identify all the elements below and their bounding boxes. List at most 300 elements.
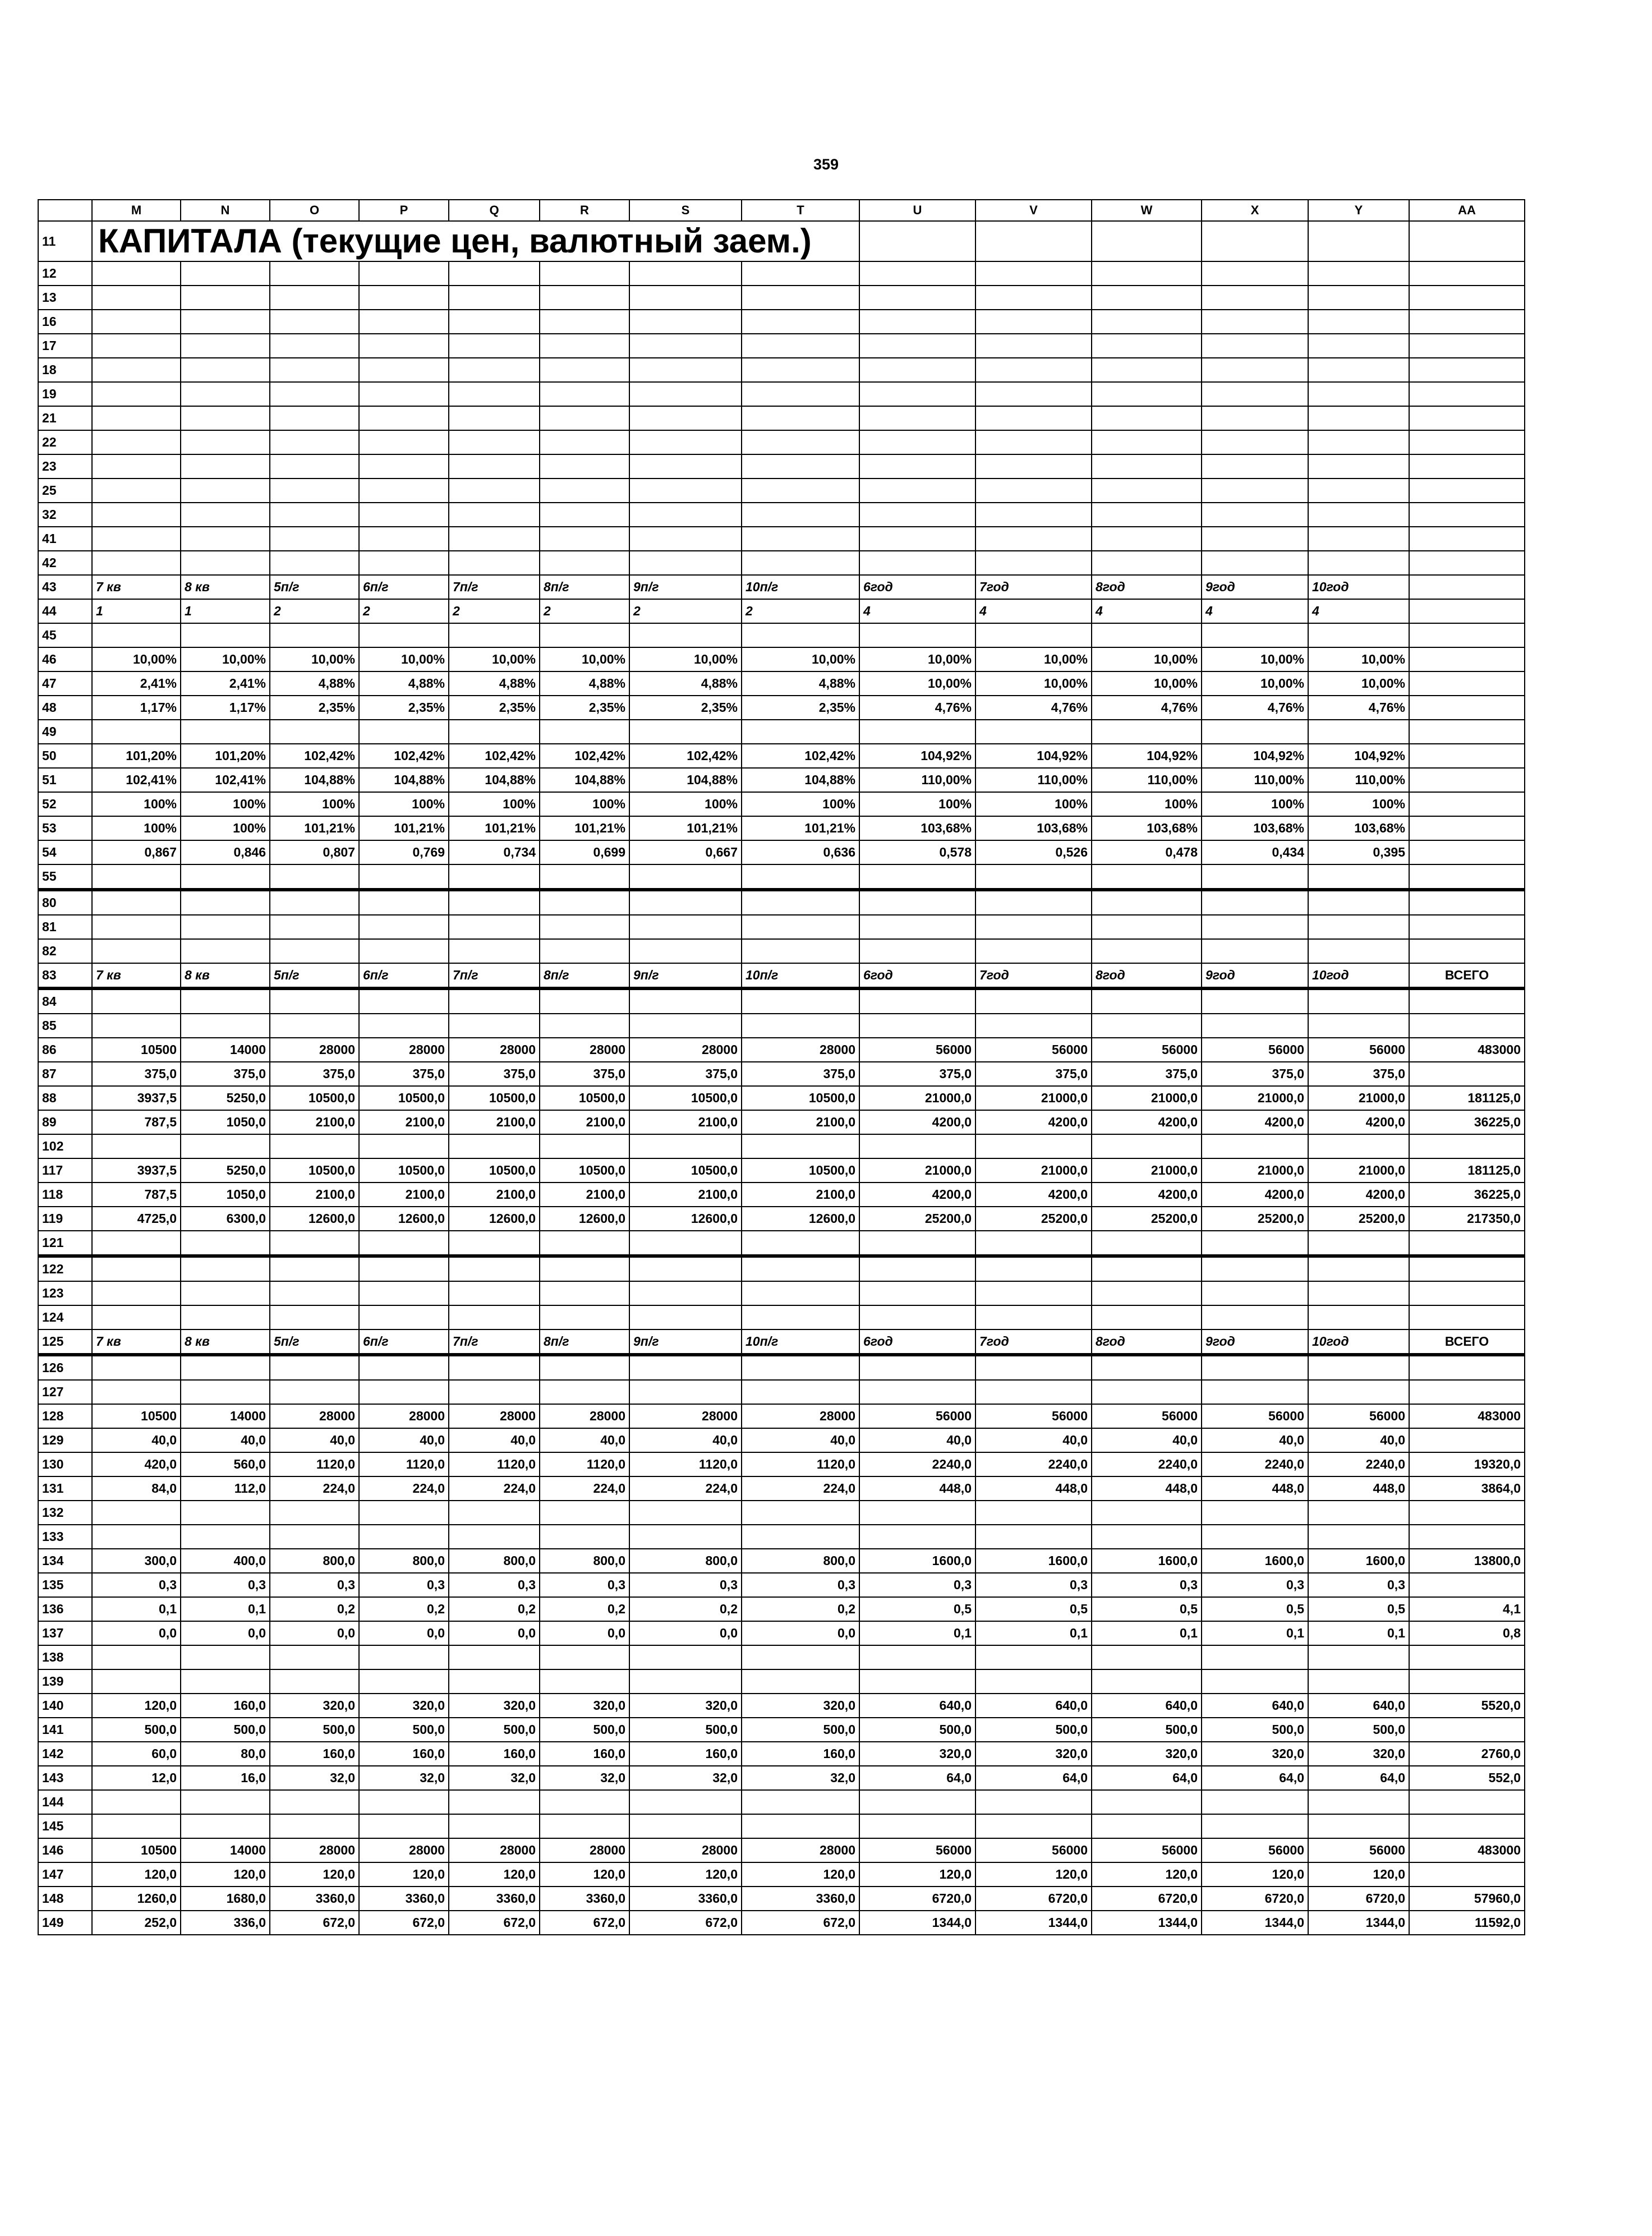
cell[interactable]: 320,0 (629, 1694, 742, 1718)
cell[interactable]: 40,0 (359, 1428, 449, 1452)
cell[interactable]: 224,0 (540, 1476, 629, 1501)
cell[interactable] (629, 1525, 742, 1549)
cell[interactable]: 100% (181, 792, 270, 816)
cell[interactable] (1092, 939, 1202, 963)
cell[interactable]: 0,2 (359, 1597, 449, 1621)
cell[interactable] (540, 915, 629, 939)
cell[interactable] (975, 915, 1092, 939)
cell[interactable]: 4,88% (449, 671, 540, 696)
cell[interactable] (540, 1231, 629, 1256)
row-number[interactable]: 81 (38, 915, 92, 939)
cell[interactable] (629, 310, 742, 334)
cell[interactable]: 320,0 (742, 1694, 859, 1718)
cell-total[interactable] (1409, 671, 1525, 696)
cell[interactable]: 4,88% (540, 671, 629, 696)
cell[interactable]: 500,0 (1092, 1718, 1202, 1742)
cell[interactable]: 0,0 (359, 1621, 449, 1645)
cell[interactable] (629, 1380, 742, 1404)
cell[interactable] (1092, 623, 1202, 647)
cell[interactable]: 8п/г (540, 575, 629, 599)
cell[interactable]: 1260,0 (92, 1887, 181, 1911)
cell[interactable] (449, 406, 540, 430)
cell[interactable]: 0,636 (742, 840, 859, 864)
cell[interactable]: 787,5 (92, 1183, 181, 1207)
cell[interactable] (92, 720, 181, 744)
row-number[interactable]: 141 (38, 1718, 92, 1742)
cell[interactable] (1202, 1790, 1308, 1814)
cell[interactable] (1092, 890, 1202, 915)
cell[interactable]: 10,00% (859, 647, 975, 671)
cell[interactable] (742, 551, 859, 575)
cell[interactable] (181, 1355, 270, 1380)
cell[interactable] (92, 1790, 181, 1814)
cell[interactable]: 56000 (859, 1038, 975, 1062)
cell[interactable]: 25200,0 (859, 1207, 975, 1231)
cell[interactable] (270, 1790, 359, 1814)
cell[interactable] (540, 527, 629, 551)
cell[interactable] (270, 623, 359, 647)
cell[interactable] (449, 503, 540, 527)
cell[interactable] (629, 334, 742, 358)
cell[interactable] (629, 479, 742, 503)
cell[interactable] (449, 1501, 540, 1525)
cell[interactable]: 101,21% (742, 816, 859, 840)
cell[interactable] (540, 310, 629, 334)
row-number[interactable]: 144 (38, 1790, 92, 1814)
cell[interactable]: 7год (975, 1329, 1092, 1355)
row-number[interactable]: 149 (38, 1911, 92, 1935)
cell[interactable] (359, 915, 449, 939)
cell[interactable]: 104,92% (1308, 744, 1409, 768)
cell[interactable] (742, 310, 859, 334)
cell[interactable] (742, 358, 859, 382)
cell-total[interactable] (1409, 382, 1525, 406)
cell[interactable] (859, 479, 975, 503)
cell[interactable]: 4725,0 (92, 1207, 181, 1231)
cell[interactable]: 10год (1308, 575, 1409, 599)
cell[interactable]: 1120,0 (449, 1452, 540, 1476)
cell[interactable]: 4,88% (270, 671, 359, 696)
cell[interactable]: 320,0 (1308, 1742, 1409, 1766)
row-number[interactable]: 88 (38, 1086, 92, 1110)
cell[interactable] (540, 1645, 629, 1669)
cell[interactable] (859, 551, 975, 575)
cell[interactable]: 40,0 (859, 1428, 975, 1452)
cell[interactable] (1092, 334, 1202, 358)
cell[interactable] (449, 988, 540, 1014)
cell[interactable] (270, 1380, 359, 1404)
cell[interactable] (1202, 406, 1308, 430)
cell-total[interactable]: 483000 (1409, 1404, 1525, 1428)
cell[interactable]: 8год (1092, 1329, 1202, 1355)
cell[interactable]: 40,0 (449, 1428, 540, 1452)
cell[interactable]: 14000 (181, 1038, 270, 1062)
cell[interactable] (359, 1380, 449, 1404)
cell[interactable]: 0,3 (181, 1573, 270, 1597)
cell[interactable]: 10,00% (742, 647, 859, 671)
cell[interactable]: 640,0 (859, 1694, 975, 1718)
cell[interactable] (742, 1281, 859, 1305)
column-header-aa[interactable]: AA (1409, 200, 1525, 221)
cell[interactable] (1202, 915, 1308, 939)
cell[interactable]: 10500,0 (540, 1158, 629, 1183)
cell[interactable] (270, 1231, 359, 1256)
cell[interactable]: 9год (1202, 1329, 1308, 1355)
cell[interactable] (1202, 454, 1308, 479)
cell[interactable]: 375,0 (270, 1062, 359, 1086)
cell[interactable] (270, 454, 359, 479)
row-number[interactable]: 44 (38, 599, 92, 623)
cell[interactable] (181, 1014, 270, 1038)
cell[interactable] (975, 1669, 1092, 1694)
cell[interactable]: 0,578 (859, 840, 975, 864)
corner-cell[interactable] (38, 200, 92, 221)
cell-total[interactable]: 552,0 (1409, 1766, 1525, 1790)
cell[interactable]: 4200,0 (1202, 1183, 1308, 1207)
cell[interactable]: 9п/г (629, 575, 742, 599)
cell[interactable]: 100% (1202, 792, 1308, 816)
cell[interactable]: 28000 (449, 1838, 540, 1862)
cell[interactable] (1308, 1645, 1409, 1669)
cell[interactable] (1308, 334, 1409, 358)
cell[interactable] (270, 939, 359, 963)
cell[interactable] (975, 1355, 1092, 1380)
row-number[interactable]: 127 (38, 1380, 92, 1404)
cell[interactable] (742, 1790, 859, 1814)
row-number[interactable]: 121 (38, 1231, 92, 1256)
row-number[interactable]: 89 (38, 1110, 92, 1134)
cell[interactable]: 28000 (359, 1838, 449, 1862)
cell-total[interactable] (1409, 1814, 1525, 1838)
row-number[interactable]: 25 (38, 479, 92, 503)
cell-total[interactable]: 13800,0 (1409, 1549, 1525, 1573)
cell[interactable]: 3360,0 (270, 1887, 359, 1911)
cell[interactable] (359, 527, 449, 551)
cell[interactable]: 500,0 (359, 1718, 449, 1742)
cell[interactable]: 101,21% (540, 816, 629, 840)
cell[interactable] (975, 1380, 1092, 1404)
cell[interactable]: 2100,0 (270, 1183, 359, 1207)
cell[interactable] (742, 864, 859, 890)
row-number[interactable]: 136 (38, 1597, 92, 1621)
row-number[interactable]: 22 (38, 430, 92, 454)
cell[interactable]: 0,0 (270, 1621, 359, 1645)
cell[interactable] (1092, 864, 1202, 890)
cell[interactable]: 21000,0 (975, 1086, 1092, 1110)
cell[interactable]: 2 (742, 599, 859, 623)
cell[interactable] (359, 406, 449, 430)
cell[interactable] (859, 334, 975, 358)
cell[interactable] (629, 939, 742, 963)
cell[interactable] (181, 454, 270, 479)
row-number[interactable]: 53 (38, 816, 92, 840)
cell[interactable]: 28000 (742, 1404, 859, 1428)
cell[interactable] (742, 1525, 859, 1549)
cell[interactable] (540, 1669, 629, 1694)
cell[interactable]: 10500,0 (270, 1158, 359, 1183)
cell[interactable]: 100% (92, 792, 181, 816)
cell[interactable] (859, 1525, 975, 1549)
cell[interactable]: 6720,0 (1092, 1887, 1202, 1911)
cell[interactable] (1308, 988, 1409, 1014)
cell[interactable]: 100% (270, 792, 359, 816)
cell[interactable] (859, 382, 975, 406)
cell-total[interactable]: 11592,0 (1409, 1911, 1525, 1935)
cell[interactable]: 6720,0 (1308, 1887, 1409, 1911)
cell[interactable] (1308, 1256, 1409, 1281)
cell[interactable] (359, 1501, 449, 1525)
row-number[interactable]: 146 (38, 1838, 92, 1862)
cell[interactable]: 4200,0 (859, 1110, 975, 1134)
cell[interactable]: 120,0 (540, 1862, 629, 1887)
cell[interactable]: 1120,0 (540, 1452, 629, 1476)
cell[interactable] (449, 1814, 540, 1838)
cell[interactable] (1308, 382, 1409, 406)
cell-total[interactable] (1409, 939, 1525, 963)
cell[interactable]: 100% (1308, 792, 1409, 816)
cell[interactable] (181, 890, 270, 915)
cell[interactable] (270, 1305, 359, 1329)
cell[interactable]: 40,0 (742, 1428, 859, 1452)
cell[interactable]: 21000,0 (1308, 1086, 1409, 1110)
cell[interactable]: 4 (1092, 599, 1202, 623)
cell[interactable] (449, 1380, 540, 1404)
cell[interactable]: 1050,0 (181, 1110, 270, 1134)
cell[interactable]: 320,0 (359, 1694, 449, 1718)
cell[interactable]: 7п/г (449, 1329, 540, 1355)
cell[interactable] (1202, 382, 1308, 406)
cell[interactable]: 102,41% (181, 768, 270, 792)
cell[interactable]: 4 (1308, 599, 1409, 623)
cell[interactable]: 4,76% (859, 696, 975, 720)
row-number[interactable]: 41 (38, 527, 92, 551)
cell[interactable] (540, 261, 629, 286)
cell[interactable] (359, 1305, 449, 1329)
cell[interactable] (975, 720, 1092, 744)
cell[interactable]: 10500,0 (742, 1158, 859, 1183)
row-number[interactable]: 18 (38, 358, 92, 382)
cell[interactable] (1202, 1669, 1308, 1694)
cell[interactable] (92, 1014, 181, 1038)
cell[interactable] (1092, 527, 1202, 551)
cell[interactable]: 500,0 (92, 1718, 181, 1742)
cell[interactable] (540, 406, 629, 430)
row-number[interactable]: 46 (38, 647, 92, 671)
cell[interactable]: 640,0 (1202, 1694, 1308, 1718)
cell[interactable] (1202, 1134, 1308, 1158)
cell[interactable]: 3937,5 (92, 1086, 181, 1110)
column-header-t[interactable]: T (742, 200, 859, 221)
cell[interactable] (1202, 334, 1308, 358)
cell[interactable] (742, 939, 859, 963)
cell[interactable] (449, 310, 540, 334)
cell-total[interactable] (1409, 1062, 1525, 1086)
cell[interactable] (1202, 358, 1308, 382)
row-number[interactable]: 52 (38, 792, 92, 816)
cell[interactable] (742, 1501, 859, 1525)
cell[interactable] (1308, 358, 1409, 382)
cell[interactable] (181, 286, 270, 310)
row-number[interactable]: 11 (38, 221, 92, 261)
cell[interactable] (629, 551, 742, 575)
cell[interactable]: 3360,0 (449, 1887, 540, 1911)
cell[interactable]: 56000 (1308, 1038, 1409, 1062)
cell[interactable] (540, 864, 629, 890)
cell[interactable] (975, 382, 1092, 406)
column-header-y[interactable]: Y (1308, 200, 1409, 221)
cell[interactable]: 2 (449, 599, 540, 623)
cell[interactable] (742, 1256, 859, 1281)
cell[interactable]: 10500,0 (540, 1086, 629, 1110)
cell[interactable]: 6год (859, 1329, 975, 1355)
cell-total[interactable]: ВСЕГО (1409, 1329, 1525, 1355)
cell[interactable]: 120,0 (92, 1694, 181, 1718)
cell[interactable]: 10п/г (742, 963, 859, 988)
cell[interactable] (270, 479, 359, 503)
cell[interactable]: 1,17% (181, 696, 270, 720)
cell[interactable]: 64,0 (859, 1766, 975, 1790)
cell[interactable] (629, 430, 742, 454)
cell[interactable] (1308, 864, 1409, 890)
cell-total[interactable] (1409, 647, 1525, 671)
row-number[interactable]: 132 (38, 1501, 92, 1525)
cell[interactable]: 0,667 (629, 840, 742, 864)
cell[interactable]: 28000 (359, 1404, 449, 1428)
row-number[interactable]: 126 (38, 1355, 92, 1380)
cell[interactable] (975, 479, 1092, 503)
row-number[interactable]: 55 (38, 864, 92, 890)
cell[interactable]: 0,3 (449, 1573, 540, 1597)
cell[interactable] (359, 334, 449, 358)
cell[interactable] (742, 988, 859, 1014)
cell-total[interactable] (1409, 599, 1525, 623)
cell[interactable] (181, 1256, 270, 1281)
cell[interactable] (359, 551, 449, 575)
cell[interactable] (629, 1814, 742, 1838)
cell[interactable] (181, 1645, 270, 1669)
cell[interactable]: 2100,0 (270, 1110, 359, 1134)
cell[interactable] (742, 1669, 859, 1694)
cell[interactable] (1308, 310, 1409, 334)
cell[interactable] (92, 1256, 181, 1281)
cell[interactable] (540, 1790, 629, 1814)
cell[interactable]: 14000 (181, 1838, 270, 1862)
cell[interactable]: 0,5 (1092, 1597, 1202, 1621)
cell[interactable]: 800,0 (742, 1549, 859, 1573)
cell[interactable] (629, 503, 742, 527)
cell[interactable]: 103,68% (1202, 816, 1308, 840)
cell[interactable]: 160,0 (449, 1742, 540, 1766)
cell[interactable]: 120,0 (1308, 1862, 1409, 1887)
cell[interactable] (1308, 1281, 1409, 1305)
cell[interactable]: 0,1 (1202, 1621, 1308, 1645)
cell[interactable] (859, 623, 975, 647)
cell[interactable]: 28000 (540, 1404, 629, 1428)
cell[interactable]: 21000,0 (1092, 1158, 1202, 1183)
cell[interactable] (92, 915, 181, 939)
row-number[interactable]: 49 (38, 720, 92, 744)
cell[interactable] (270, 915, 359, 939)
cell[interactable]: 9год (1202, 575, 1308, 599)
cell[interactable]: 104,88% (359, 768, 449, 792)
row-number[interactable]: 145 (38, 1814, 92, 1838)
cell-total[interactable] (1409, 503, 1525, 527)
cell[interactable] (92, 1231, 181, 1256)
cell[interactable] (1202, 310, 1308, 334)
cell[interactable]: 420,0 (92, 1452, 181, 1476)
cell[interactable]: 10,00% (449, 647, 540, 671)
cell[interactable] (540, 358, 629, 382)
cell[interactable]: 12600,0 (359, 1207, 449, 1231)
cell[interactable]: 0,3 (629, 1573, 742, 1597)
cell[interactable] (975, 939, 1092, 963)
cell[interactable]: 110,00% (1308, 768, 1409, 792)
cell[interactable]: 0,2 (629, 1597, 742, 1621)
cell-total[interactable]: 217350,0 (1409, 1207, 1525, 1231)
cell[interactable]: 32,0 (540, 1766, 629, 1790)
cell[interactable]: 375,0 (181, 1062, 270, 1086)
cell-total[interactable]: 36225,0 (1409, 1110, 1525, 1134)
cell[interactable]: 56000 (1308, 1838, 1409, 1862)
cell[interactable] (449, 1645, 540, 1669)
cell[interactable] (359, 1281, 449, 1305)
cell[interactable]: 2,35% (742, 696, 859, 720)
cell[interactable] (1092, 261, 1202, 286)
cell[interactable]: 25200,0 (975, 1207, 1092, 1231)
cell[interactable]: 0,2 (742, 1597, 859, 1621)
cell[interactable] (540, 623, 629, 647)
cell[interactable] (359, 890, 449, 915)
cell[interactable] (975, 1645, 1092, 1669)
cell[interactable]: 21000,0 (1202, 1158, 1308, 1183)
cell[interactable] (1202, 286, 1308, 310)
cell[interactable] (1308, 1790, 1409, 1814)
cell[interactable] (742, 334, 859, 358)
cell[interactable]: 5250,0 (181, 1158, 270, 1183)
cell[interactable]: 224,0 (449, 1476, 540, 1501)
cell[interactable] (92, 358, 181, 382)
cell-total[interactable]: 0,8 (1409, 1621, 1525, 1645)
cell[interactable]: 56000 (859, 1838, 975, 1862)
cell[interactable]: 1050,0 (181, 1183, 270, 1207)
cell[interactable]: 28000 (629, 1838, 742, 1862)
cell[interactable]: 0,3 (270, 1573, 359, 1597)
cell[interactable]: 100% (1092, 792, 1202, 816)
cell[interactable]: 101,21% (359, 816, 449, 840)
cell[interactable]: 102,42% (540, 744, 629, 768)
cell-total[interactable] (1409, 286, 1525, 310)
cell[interactable]: 2 (270, 599, 359, 623)
cell[interactable] (540, 720, 629, 744)
cell[interactable]: 1,17% (92, 696, 181, 720)
cell[interactable] (1092, 1256, 1202, 1281)
cell[interactable]: 4,76% (1202, 696, 1308, 720)
cell[interactable] (181, 1281, 270, 1305)
cell[interactable]: 10500,0 (629, 1158, 742, 1183)
cell[interactable] (1202, 1501, 1308, 1525)
cell[interactable] (1202, 1014, 1308, 1038)
cell[interactable]: 0,0 (449, 1621, 540, 1645)
cell[interactable]: 32,0 (742, 1766, 859, 1790)
cell[interactable]: 500,0 (742, 1718, 859, 1742)
cell[interactable] (359, 864, 449, 890)
cell[interactable] (270, 720, 359, 744)
cell[interactable] (859, 358, 975, 382)
cell[interactable] (1092, 358, 1202, 382)
cell[interactable]: 120,0 (859, 1862, 975, 1887)
row-number[interactable]: 21 (38, 406, 92, 430)
cell[interactable]: 500,0 (859, 1718, 975, 1742)
